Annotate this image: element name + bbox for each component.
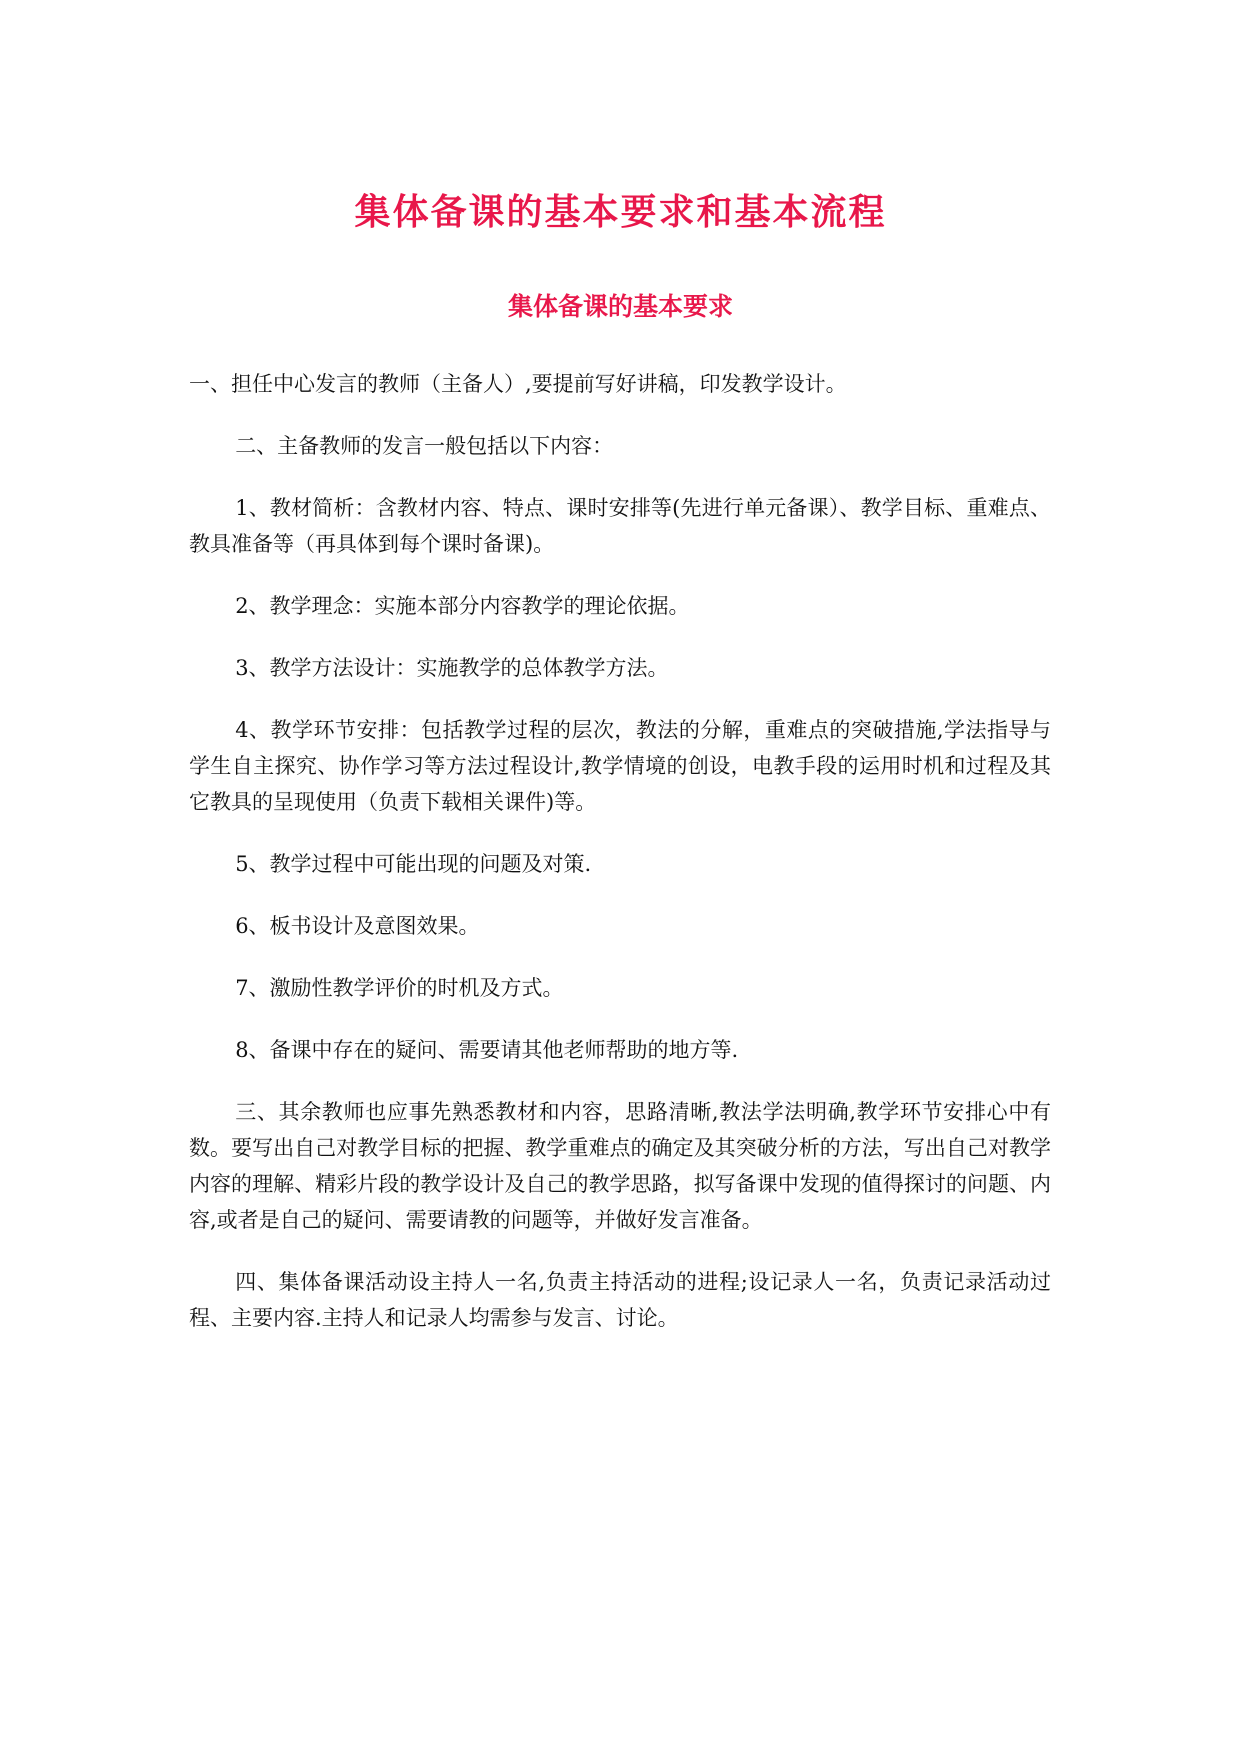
paragraph-10: 8、备课中存在的疑问、需要请其他老师帮助的地方等. [235,1038,739,1062]
paragraph-6: 4、教学环节安排：包括教学过程的层次，教法的分解，重难点的突破措施,学法指导与学生自主探究、协作学习等方法过程设计,教学情境的创设，电教手段的运用时机和过程及其它教具的呈现使用（负责下载相关课件)等。 [189,718,1051,814]
paragraph-4: 2、教学理念：实施本部分内容教学的理论依据。 [235,594,690,618]
paragraph-8: 6、板书设计及意图效果。 [235,914,480,938]
paragraph-2: 二、主备教师的发言一般包括以下内容： [235,434,614,458]
paragraph-1: 一、担任中心发言的教师（主备人）,要提前写好讲稿，印发教学设计。 [189,372,847,396]
paragraph-5: 3、教学方法设计：实施教学的总体教学方法。 [235,656,669,680]
paragraph-11: 三、其余教师也应事先熟悉教材和内容，思路清晰,教法学法明确,教学环节安排心中有数。要写出自己对教学目标的把握、教学重难点的确定及其突破分析的方法，写出自己对教学内容的理解、精彩片段的教学设计及自己的教学思路，拟写备课中发现的值得探讨的问题、内容,或者是自己的疑问、需要请教的问题等，并做好发言准备。 [189,1100,1051,1232]
paragraph-12: 四、集体备课活动设主持人一名,负责主持活动的进程;设记录人一名，负责记录活动过程、主要内容.主持人和记录人均需参与发言、讨论。 [189,1270,1051,1330]
document-title: 集体备课的基本要求和基本流程 [354,191,887,233]
paragraph-7: 5、教学过程中可能出现的问题及对策. [235,852,592,876]
document-body [189,366,1051,1362]
paragraph-9: 7、激励性教学评价的时机及方式。 [235,976,564,1000]
section-title: 集体备课的基本要求 [507,292,733,321]
paragraph-3: 1、教材简析：含教材内容、特点、课时安排等(先进行单元备课）、教学目标、重难点、教具准备等（再具体到每个课时备课)。 [189,496,1051,556]
